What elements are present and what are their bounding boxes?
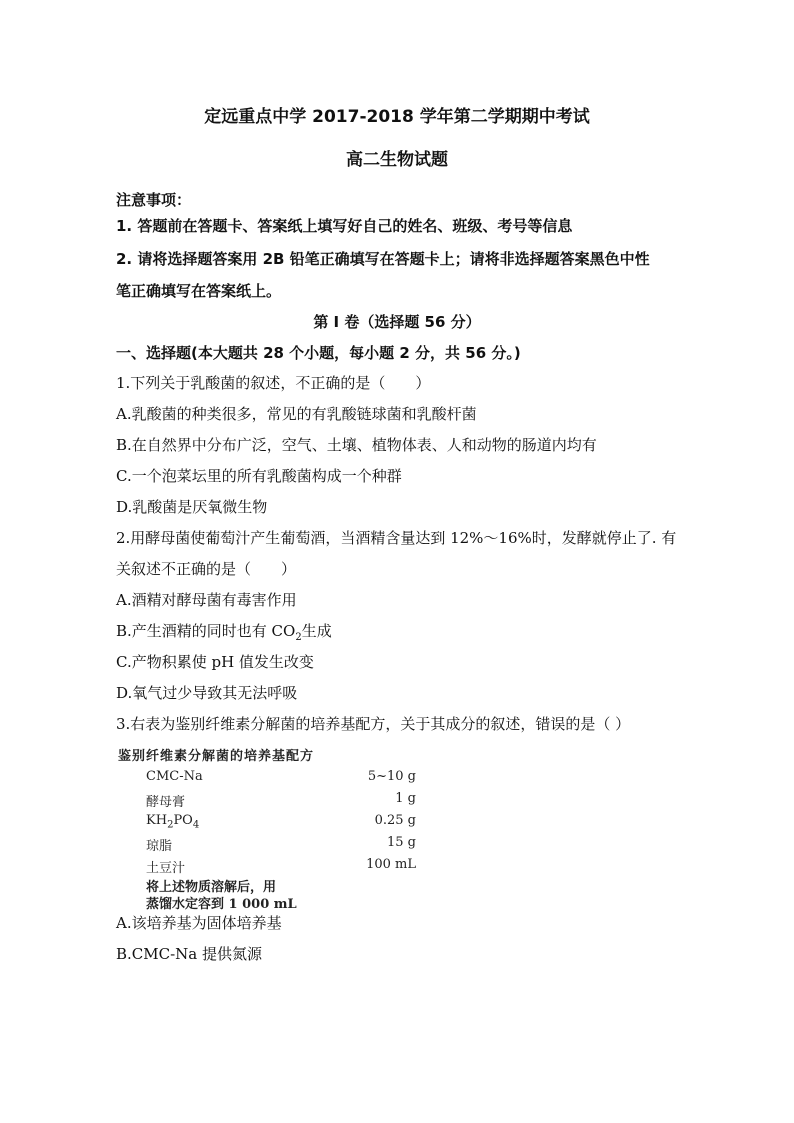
q2-stem-line-1: 2.用酵母菌使葡萄汁产生葡萄酒，当酒精含量达到 12%～16%时，发酵就停止了. 有 [116,529,677,547]
q2-option-c: C.产物积累使 pH 值发生改变 [116,653,314,671]
recipe-amount: 100 mL [366,857,416,872]
recipe-ingredient: 土豆汁 [146,861,186,876]
q1-option-a: A.乳酸菌的种类很多，常见的有乳酸链球菌和乳酸杆菌 [116,405,477,423]
q1-option-b: B.在自然界中分布广泛，空气、土壤、植物体表、人和动物的肠道内均有 [116,436,597,454]
recipe-row [146,791,416,809]
culture-medium-recipe [118,745,416,912]
q3-stem: 3.右表为鉴别纤维素分解菌的培养基配方，关于其成分的叙述，错误的是（ ） [116,715,631,733]
recipe-ingredient: 酵母膏 [146,795,186,810]
recipe-note-line-1: 将上述物质溶解后，用 [146,880,277,895]
q2-stem-line-2: 关叙述不正确的是（ ） [116,560,297,578]
notice-item-1: 1. 答题前在答题卡、答案纸上填写好自己的姓名、班级、考号等信息 [116,217,573,235]
notice-item-2-line-2: 笔正确填写在答案纸上。 [116,282,282,300]
q1-option-c: C.一个泡菜坛里的所有乳酸菌构成一个种群 [116,467,402,485]
recipe-amount: 0.25 g [374,813,416,828]
q1-stem: 1.下列关于乳酸菌的叙述，不正确的是（ ） [116,374,431,392]
recipe-note-line-2: 蒸馏水定容到 1 000 mL [146,897,297,912]
q2-option-a: A.酒精对酵母菌有毒害作用 [116,591,297,609]
recipe-row [146,857,416,875]
recipe-row [146,813,416,831]
exam-title: 定远重点中学 2017-2018 学年第二学期期中考试 [204,107,590,127]
recipe-ingredient: $KH_2PO_4$ [146,813,200,831]
recipe-amount: 15 g [387,835,416,850]
q3-option-b: B.CMC-Na 提供氮源 [116,945,263,963]
recipe-amount: 1 g [395,791,416,806]
recipe-ingredient: CMC-Na [146,769,203,784]
section-title: 第 I 卷（选择题 56 分） [313,313,481,331]
q3-option-a: A.该培养基为固体培养基 [116,914,282,932]
recipe-heading: 鉴别纤维素分解菌的培养基配方 [118,749,315,764]
exam-subtitle: 高二生物试题 [346,150,448,170]
q2-option-d: D.氧气过少导致其无法呼吸 [116,684,298,702]
q1-option-d: D.乳酸菌是厌氧微生物 [116,498,268,516]
recipe-row [146,835,416,853]
q2-option-b: B.产生酒精的同时也有 $CO_2$生成 [116,622,332,643]
recipe-amount: 5~10 g [367,769,416,784]
recipe-ingredient: 琼脂 [146,839,173,854]
notice-heading: 注意事项： [116,191,192,209]
section-instruction: 一、选择题(本大题共 28 个小题，每小题 2 分，共 56 分。) [116,344,521,362]
recipe-row [146,769,416,787]
notice-item-2-line-1: 2. 请将选择题答案用 2B 铅笔正确填写在答题卡上；请将非选择题答案黑色中性 [116,250,650,268]
